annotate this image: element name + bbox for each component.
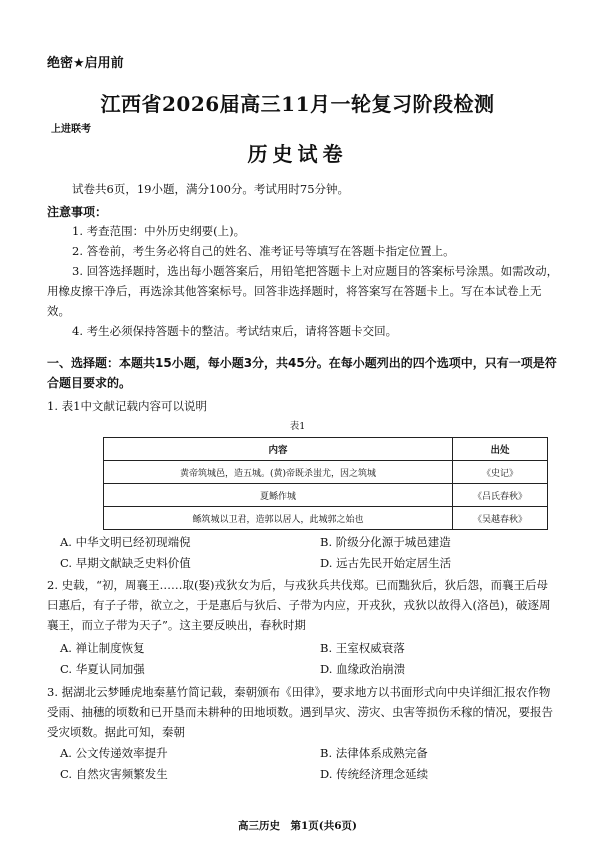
section-heading: 一、选择题：本题共15小题，每小题3分，共45分。在每小题列出的四个选项中，只有一项是符合题目要求的。 [47,356,557,390]
option-d: D. 远古先民开始定居生活 [320,556,452,570]
option-d: D. 血缘政治崩溃 [320,662,406,676]
option-a: A. 禅让制度恢复 [60,641,145,655]
table-cell: 夏鲧作城 [104,484,453,507]
table-row [104,461,548,484]
table-cell: 《吕氏春秋》 [453,484,548,507]
table-1 [103,437,548,530]
exam-intro: 试卷共6页，19小题，满分100分。考试用时75分钟。 [72,182,350,196]
question-stem: 2. 史载，“初，周襄王……取(娶)戎狄女为后，与戎狄兵共伐郑。已而黜狄后，狄后怨，而襄王后母曰惠后，有子子带，欲立之，于是惠后与狄后、子带为内应，开戎狄，戎狄以故得入(洛邑)，破逐周襄王，而立子带为天子”。这主要反映出，春秋时期 [47,578,551,632]
table-header-row [104,438,548,461]
table-row [104,484,548,507]
table-header: 内容 [104,438,453,461]
question-stem: 3. 据湖北云梦睡虎地秦墓竹简记载，秦朝颁布《田律》，要求地方以书面形式向中央详细汇报农作物受雨、抽穗的顷数和已开垦而未耕种的田地顷数。遇到旱灾、涝灾、虫害等损伤禾稼的情况，要报告受灾顷数。据此可知，秦朝 [47,685,553,739]
table-cell: 鲧筑城以卫君，造郭以居人，此城郭之始也 [104,507,453,530]
option-b: B. 阶级分化源于城邑建造 [320,535,451,549]
table-cell: 黄帝筑城邑，造五城。(黄)帝既杀蚩尤，因之筑城 [104,461,453,484]
notes-heading: 注意事项： [47,205,108,219]
table-cell: 《史记》 [453,461,548,484]
note-item: 4. 考生必须保持答题卡的整洁。考试结束后，请将答题卡交回。 [72,324,398,338]
note-item: 1. 考查范围：中外历史纲要(上)。 [72,224,246,238]
table-header: 出处 [453,438,548,461]
option-a: A. 公文传递效率提升 [60,746,168,760]
page-footer: 高三历史 第1页(共6页) [237,820,358,832]
option-c: C. 自然灾害频繁发生 [60,767,168,781]
table-row [104,507,548,530]
option-c: C. 华夏认同加强 [60,662,145,676]
exam-title: 江西省2026届高三11月一轮复习阶段检测 [100,92,495,116]
table-caption: 表1 [289,421,306,432]
union-label: 上进联考 [51,124,91,135]
option-b: B. 法律体系成熟完备 [320,746,428,760]
question-stem: 1. 表1中文献记载内容可以说明 [47,399,207,413]
table-cell: 《吴越春秋》 [453,507,548,530]
subject-title: 历史试卷 [247,142,348,166]
confidential-label: 绝密★启用前 [47,56,124,71]
option-b: B. 王室权威衰落 [320,641,405,655]
option-c: C. 早期文献缺乏史料价值 [60,556,191,570]
option-d: D. 传统经济理念延续 [320,767,429,781]
note-item: 3. 回答选择题时，选出每小题答案后，用铅笔把答题卡上对应题目的答案标号涂黑。如需改动，用橡皮擦干净后，再选涂其他答案标号。回答非选择题时，将答案写在答题卡上。写在本试卷上无效。 [47,264,559,318]
note-item: 2. 答卷前，考生务必将自己的姓名、准考证号等填写在答题卡指定位置上。 [72,244,455,258]
option-a: A. 中华文明已经初现端倪 [60,535,191,549]
